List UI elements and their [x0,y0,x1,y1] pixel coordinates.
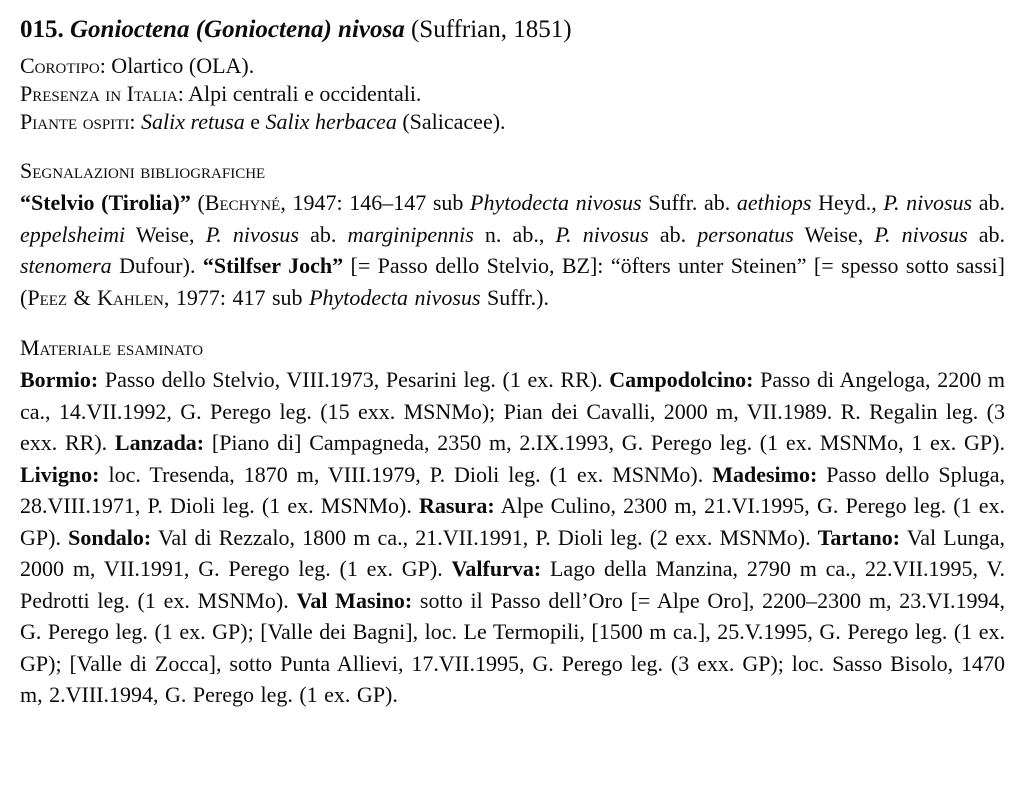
field-corotipo: Corotipo: Olartico (OLA). [20,53,255,78]
bibliographic-records-paragraph: “Stelvio (Tirolia)” (Bechyné, 1947: 146–147 sub Phytodecta nivosus Suffr. ab. aethiops Heyd., P. nivosus ab. eppelsheimi Weise, P. nivosus ab. marginipennis n. ab., P. nivosus ab. personatus Weise, P. nivosus ab. stenomera Dufour). “Stilfser Joch” [= Passo dello Stelvio, BZ]: “öfters unter Steinen” [= spesso sotto sassi] (Peez & Kahlen, 1977: 417 sub Phytodecta nivosus Suffr.). [20,190,1006,310]
examined-material-paragraph: Bormio: Passo dello Stelvio, VIII.1973, Pesarini leg. (1 ex. RR). Campodolcino: Passo di Angeloga, 2200 m ca., 14.VII.1992, G. Perego leg. (15 exx. MSNMo); Pian dei Cavalli, 2000 m, VII.1989. R. Regalin leg. (3 exx. RR). Lanzada: [Piano di] Campagneda, 2350 m, 2.IX.1993, G. Perego leg. (1 ex. MSNMo, 1 ex. GP). Livigno: loc. Tresenda, 1870 m, VIII.1979, P. Dioli leg. (1 ex. MSNMo). Madesimo: Passo dello Spluga, 28.VIII.1971, P. Dioli leg. (1 ex. MSNMo). Rasura: Alpe Culino, 2300 m, 21.VI.1995, G. Perego leg. (1 ex. GP). Sondalo: Val di Rezzalo, 1800 m ca., 21.VII.1991, P. Dioli leg. (2 exx. MSNMo). Tartano: Val Lunga, 2000 m, VII.1991, G. Perego leg. (1 ex. GP). Valfurva: Lago della Manzina, 2790 m ca., 22.VII.1995, V. Pedrotti leg. (1 ex. MSNMo). Val Masino: sotto il Passo dell’Oro [= Alpe Oro], 2200–2300 m, 23.VI.1994, G. Perego leg. (1 ex. GP); [Valle dei Bagni], loc. Le Termopili, [1500 m ca.], 25.V.1995, G. Perego leg. (1 ex. GP); [Valle di Zocca], sotto Punta Allievi, 17.VII.1995, G. Perego leg. (3 exx. GP); loc. Sasso Bisolo, 1470 m, 2.VIII.1994, G. Perego leg. (1 ex. GP). [20,367,1005,707]
section-segnalazioni-bibliografiche [20,155,1005,313]
section-materiale-esaminato [20,332,1005,711]
species-heading: 015. Gonioctena (Gonioctena) nivosa (Suffrian, 1851) [20,16,572,43]
section-heading-materiale: Materiale esaminato [20,335,204,360]
field-piante-ospiti: Piante ospiti: Salix retusa e Salix herbacea (Salicacee). [20,109,506,134]
field-presenza-in-italia: Presenza in Italia: Alpi centrali e occidentali. [20,81,422,106]
section-heading-segnalazioni: Segnalazioni bibliografiche [20,158,266,183]
